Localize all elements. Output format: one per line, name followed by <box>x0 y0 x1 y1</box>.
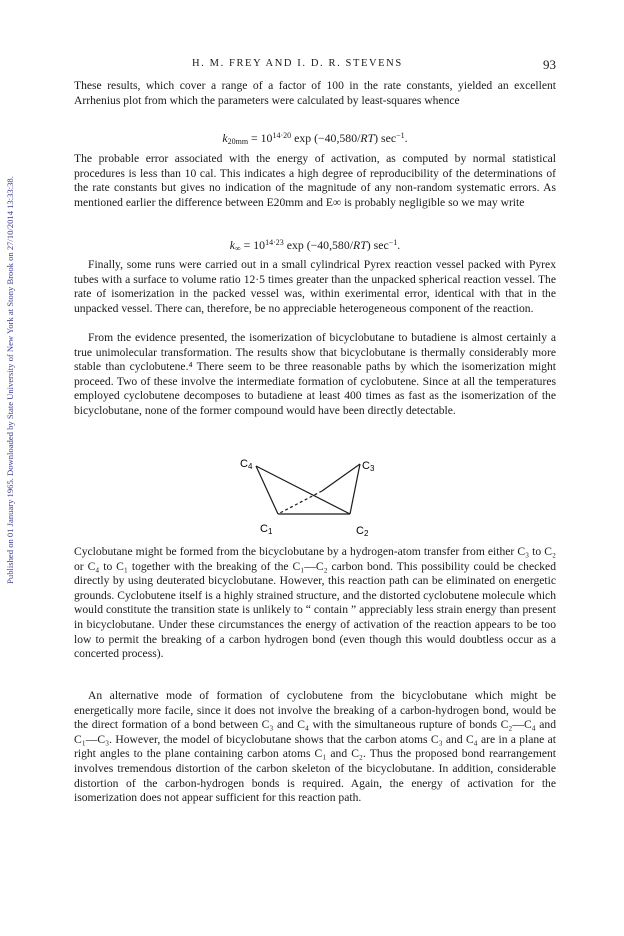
bond-c4-c1 <box>256 466 278 514</box>
equation-rate-infinity: $k_\infty = 10^{14\cdot 23}$ exp (−40,580/RT) $\sec^{-1}$. <box>229 238 401 253</box>
paragraph-1: These results, which cover a range of a factor of 100 in the rate constants, yielded an excellent Arrhenius plot from which the parameters were calculated by least-squares whence <box>74 79 556 107</box>
download-notice <box>3 60 17 700</box>
equation-rate-20mm: $k_{20mm} = 10^{14\cdot 20}$ exp (−40,580/RT) $\sec^{-1}$. <box>222 131 408 146</box>
paragraph-4: From the evidence presented, the isomerization of bicyclobutane to butadiene is almost certainly a true unimolecular transformation. The results show that bicyclobutane is thermally considerably more stable than cyclobutene.⁴ There seem to be three reasonable paths by which the isomerization might proceed. Two of these involve the intermediate formation of cyclobutene. Since at all the temperatures employed cyclobutene decomposes to butadiene at least 400 times as fast as the isomerization of the bicyclobutane, none of the former compound would have been directly detectable. <box>74 331 556 417</box>
bicyclobutane-diagram <box>226 452 396 542</box>
bond-c3-c2 <box>350 464 360 514</box>
paragraph-2: The probable error associated with the energy of activation, as computed by normal statistical procedures is less than 10 cal. This indicates a high degree of reproducibility of the determinations of the rate constants but gives no indication of the magnitude of any non-random systematic errors. As mentioned earlier the difference between E20mm and E∞ is probably negligible so we may write <box>74 152 556 209</box>
label-c4: C4 <box>240 458 253 471</box>
paragraph-6: An alternative mode of formation of cyclobutene from the bicyclobutane which might be energetically more facile, since it does not involve the breaking of a carbon-hydrogen bond, would be the direct formation of a bond between C₃ and C₄ with the simultaneous rupture of bonds C₂—C₄ and C₁—C₃. However, the model of bicyclobutane shows that the carbon atoms C₃ and C₄ are in a plane at right angles to the plane containing carbon atoms C₁ and C₂. Thus the proposed bond rearrangement involves tremendous distortion of the carbon skeleton of the bicyclobutane. In addition, considerable distortion of the carbon-hydrogen bonds is required. Again, the energy of activation for the isomerization does not appear sufficient for this reaction path. <box>74 689 556 805</box>
paragraph-5: Cyclobutane might be formed from the bicyclobutane by a hydrogen-atom transfer from either C₃ to C₂ or C₄ to C₁ together with the breaking of the C₁—C₂ carbon bond. This possibility could be checked directly by using deuterated bicyclobutane. However, this reaction path can be eliminated on energetic grounds. Cyclobutene itself is a highly strained structure, and the distorted cyclobutene molecule which would constitute the transition state is unlikely to “ contain ” appreciably less strain energy than present in bicyclobutane. Under these circumstances the energy of activation of the reaction appears to be too low to permit the breaking of a carbon hydrogen bond (even though this would doubtless occur as a concerted process). <box>74 545 556 661</box>
bond-c3-c1-front <box>322 464 360 491</box>
paragraph-3: Finally, some runs were carried out in a small cylindrical Pyrex reaction vessel packed with Pyrex tubes with a surface to volume ratio 12·5 times greater than the unpacked spherical reaction vessel. The rate of isomerization in the packed vessel was, within exerimental error, identical with that in the unpacked vessel. There can, therefore, be no appreciable heterogeneous component of the reaction. <box>74 258 556 315</box>
page-header <box>74 58 556 74</box>
download-notice-text: Published on 01 January 1965. Downloaded by State University of New York at Stony Brook on 27/10/2014 13:33:38. <box>5 176 15 584</box>
label-c1: C1 <box>260 523 273 536</box>
page-number: 93 <box>543 57 556 72</box>
bond-c4-c2 <box>256 466 350 514</box>
label-c3: C3 <box>362 460 375 473</box>
label-c2: C2 <box>356 525 369 538</box>
running-title: H. M. FREY AND I. D. R. STEVENS <box>192 58 403 69</box>
bond-c3-c1-hidden <box>278 491 322 514</box>
